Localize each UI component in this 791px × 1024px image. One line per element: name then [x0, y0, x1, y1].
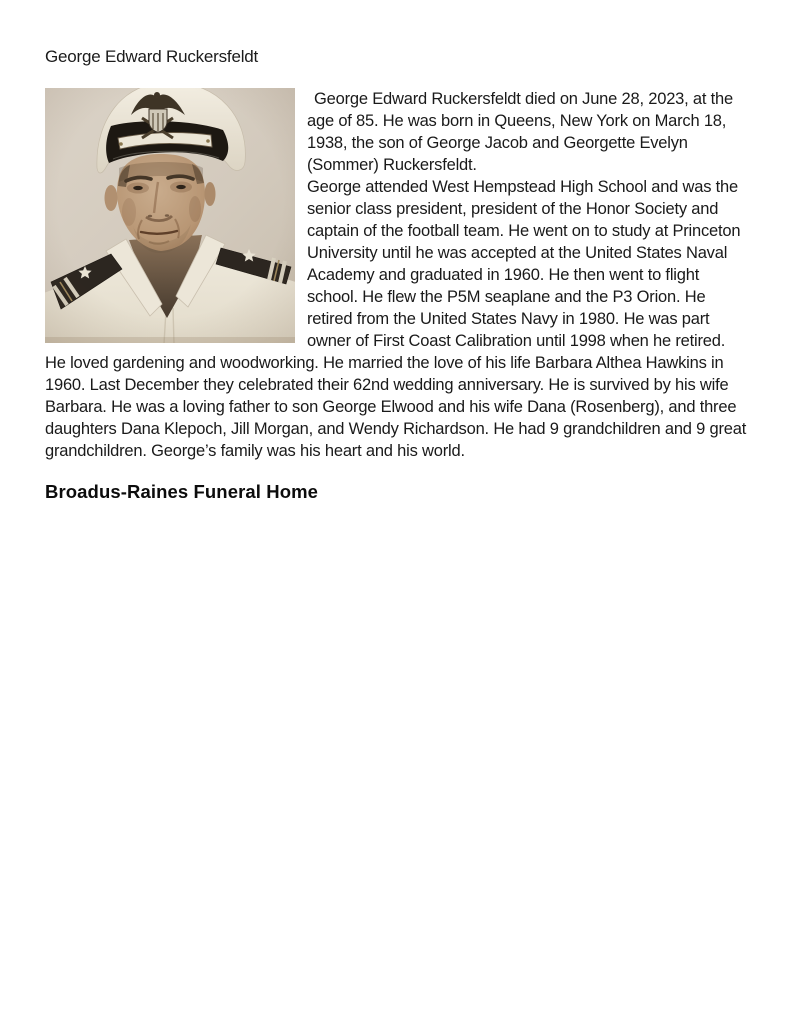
- obituary-paragraph-2: George attended West Hempstead High School and was the senior class president, president of the Honor Society and captain of the football team. He went on to study at Princeton University until he was accepted at the United States Naval Academy and graduated in 1960. He then went to flight school. He flew the P5M seaplane and the P3 Orion. He retired from the United States Navy in 1980. He was part owner of First Coast Calibration until 1998 when he retired. He loved gardening and woodworking. He married the love of his life Barbara Althea Hawkins in 1960. Last December they celebrated their 62nd wedding anniversary. He is survived by his wife Barbara. He was a loving father to son George Elwood and his wife Dana (Rosenberg), and three daughters Dana Klepoch, Jill Morgan, and Wendy Richardson. He had 9 grandchildren and 9 great grandchildren. George’s family was his heart and his world.: [45, 178, 747, 460]
- obituary-paragraph-1: George Edward Ruckersfeldt died on June 28, 2023, at the age of 85. He was born in Queens, New York on March 18, 1938, the son of George Jacob and Georgette Evelyn (Sommer) Ruckersfeldt.: [307, 90, 733, 174]
- obituary-body: [45, 88, 747, 503]
- portrait-photo-illustration: [45, 88, 295, 343]
- page-title: George Edward Ruckersfeldt: [45, 47, 259, 66]
- portrait-photo: [45, 88, 295, 343]
- funeral-home-name: Broadus-Raines Funeral Home: [45, 481, 319, 502]
